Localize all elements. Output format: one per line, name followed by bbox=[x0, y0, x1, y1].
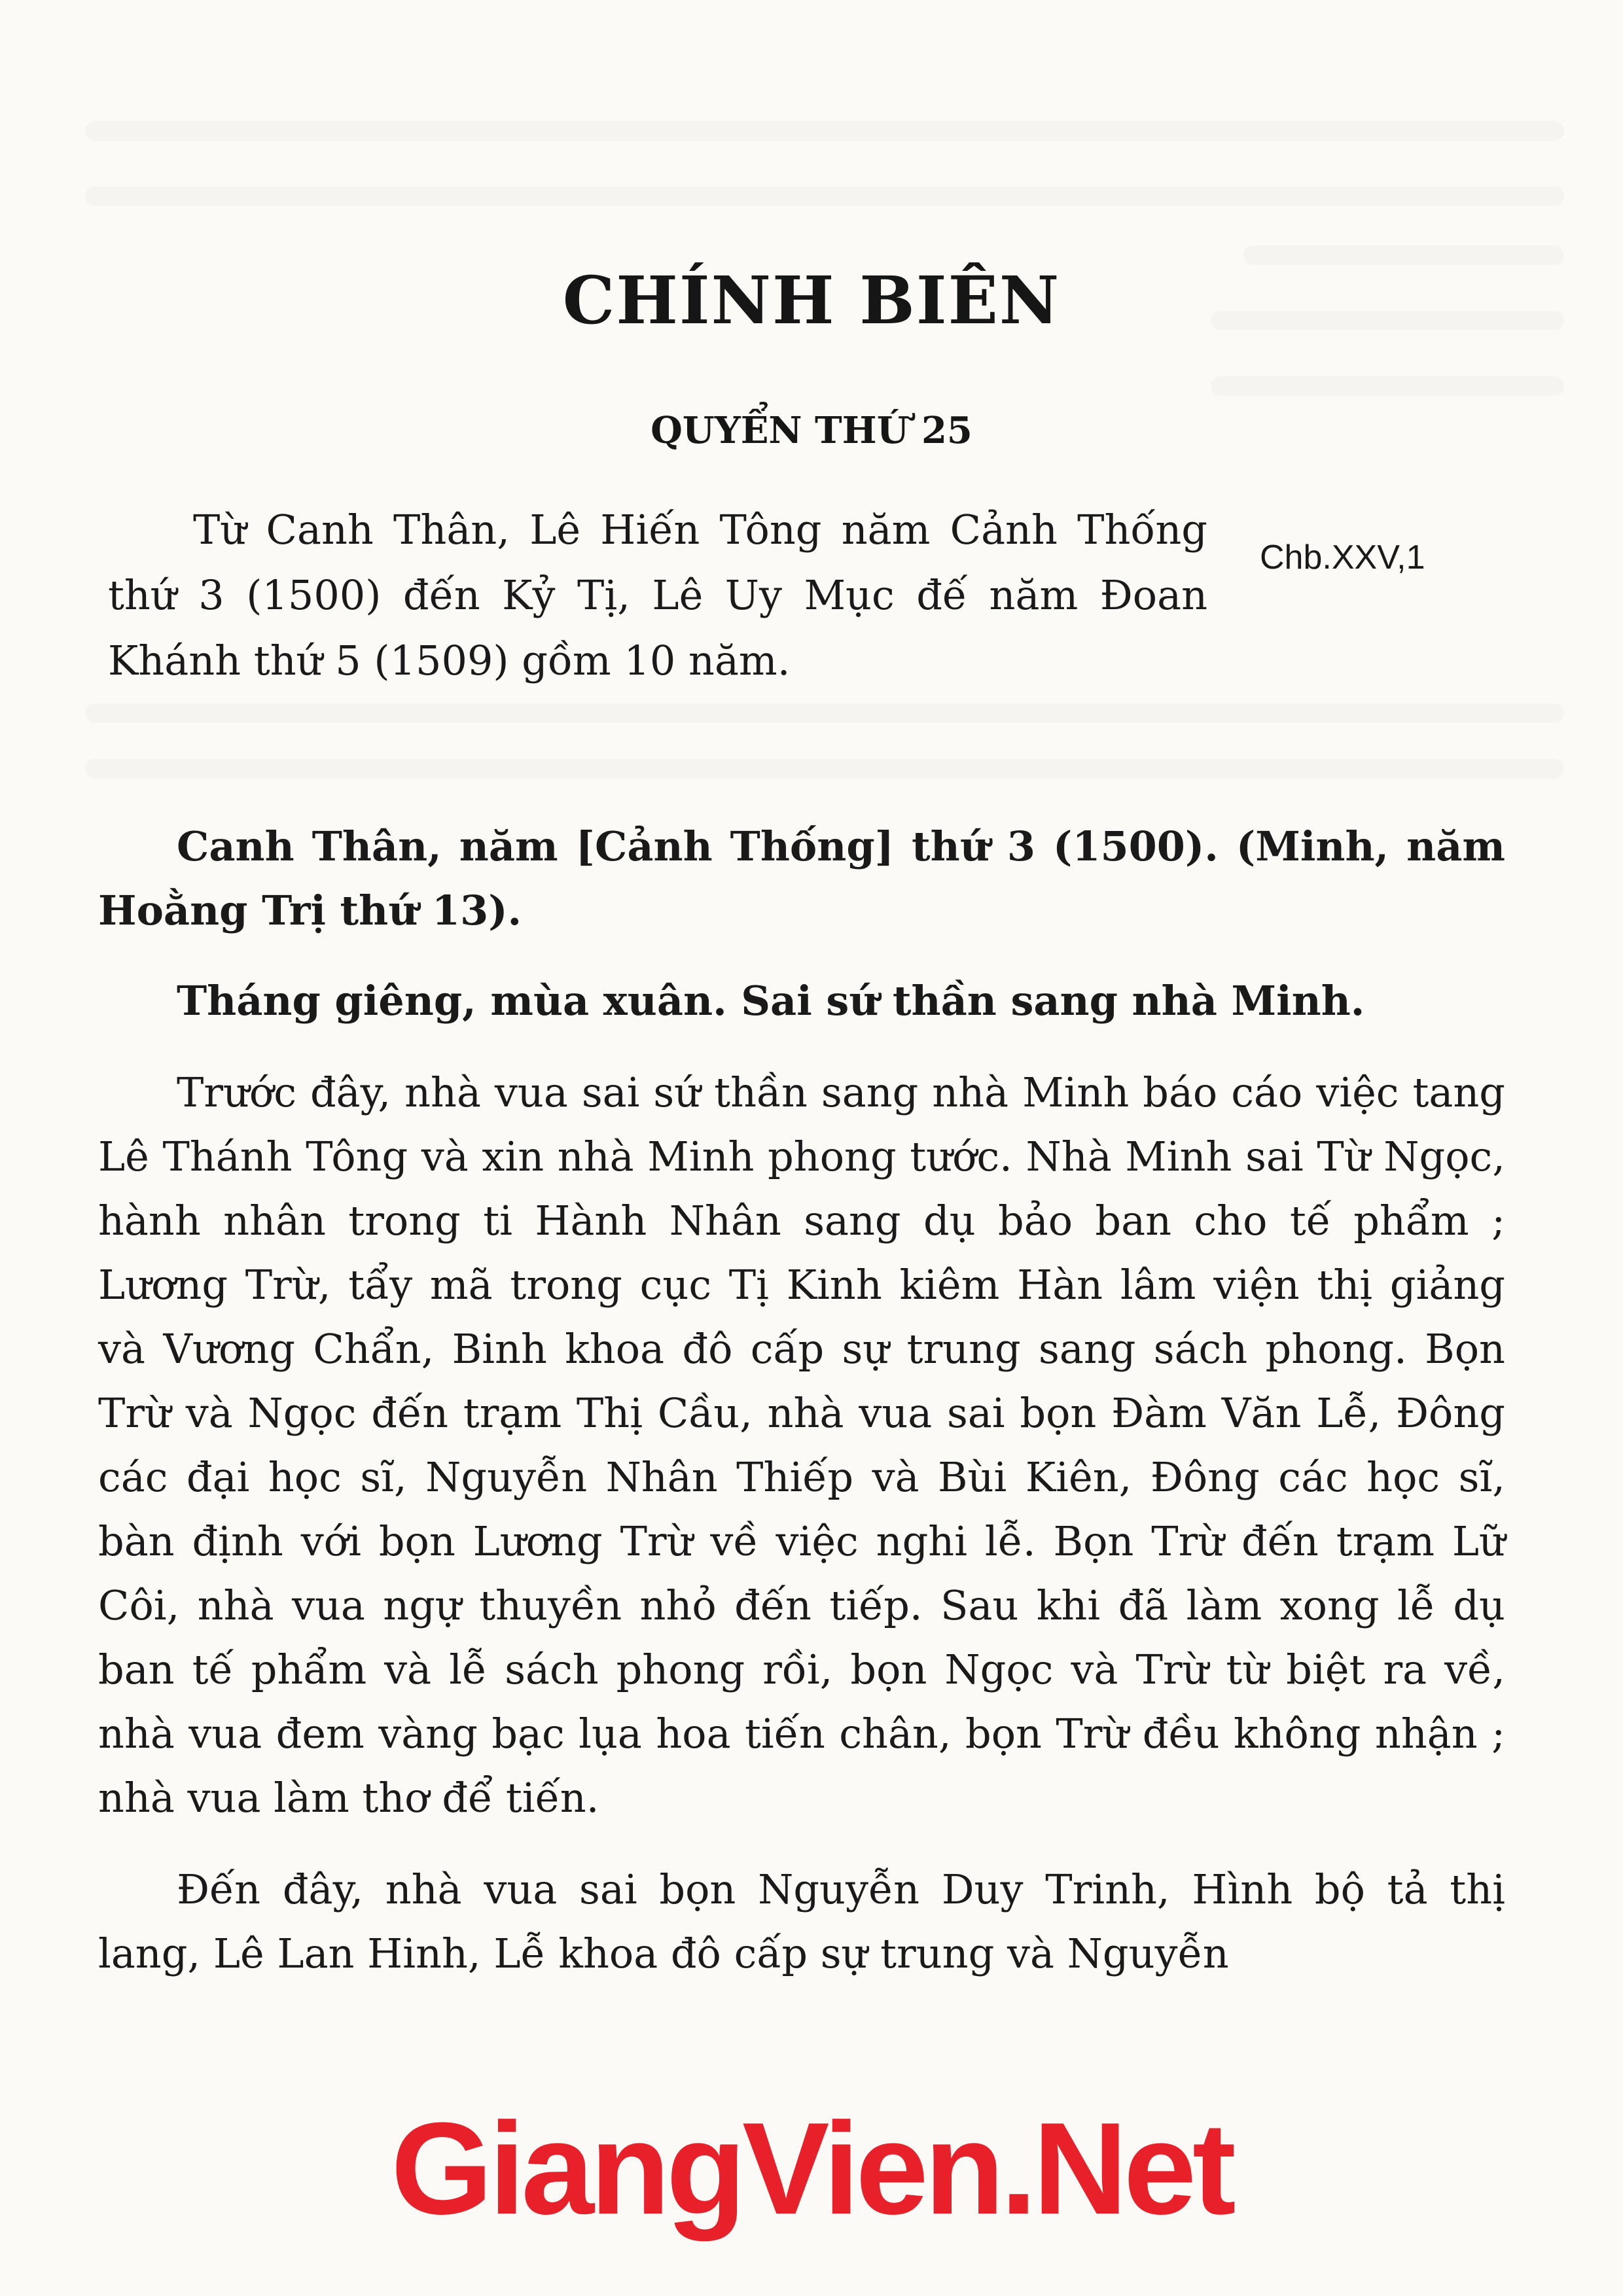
bleed-through-line bbox=[85, 759, 1564, 779]
page-title: CHÍNH BIÊN bbox=[562, 262, 1061, 339]
event-heading: Tháng giêng, mùa xuân. Sai sứ thần sang nhà Minh. bbox=[177, 977, 1365, 1025]
watermark-logo: GiangVien.Net bbox=[391, 2096, 1232, 2242]
chapter-subtitle: QUYỂN THỨ 25 bbox=[651, 409, 972, 452]
margin-reference: Chb.XXV,1 bbox=[1260, 539, 1425, 576]
body-paragraph: Đến đây, nhà vua sai bọn Nguyễn Duy Trinh, Hình bộ tả thị lang, Lê Lan Hinh, Lễ khoa đô cấp sự trung và Nguyễn bbox=[98, 1865, 1505, 1977]
bleed-through-line bbox=[85, 703, 1564, 723]
bleed-through-line bbox=[1211, 376, 1564, 396]
bleed-through-line bbox=[85, 186, 1564, 206]
bleed-through-line bbox=[85, 121, 1564, 141]
chapter-summary: Từ Canh Thân, Lê Hiến Tông năm Cảnh Thống thứ 3 (1500) đến Kỷ Tị, Lê Uy Mục đế năm Đoan Khánh thứ 5 (1509) gồm 10 năm. bbox=[108, 506, 1207, 684]
body-text bbox=[98, 815, 1505, 1986]
year-heading: Canh Thân, năm [Cảnh Thống] thứ 3 (1500). (Minh, năm Hoằng Trị thứ 13). bbox=[98, 822, 1505, 934]
body-paragraph: Trước đây, nhà vua sai sứ thần sang nhà Minh báo cáo việc tang Lê Thánh Tông và xin nhà Minh phong tước. Nhà Minh sai Từ Ngọc, hành nhân trong ti Hành Nhân sang dụ bảo ban cho tế phẩm ; Lương Trừ, tẩy mã trong cục Tị Kinh kiêm Hàn lâm viện thị giảng và Vương Chẩn, Binh khoa đô cấp sự trung sang sách phong. Bọn Trừ và Ngọc đến trạm Thị Cầu, nhà vua sai bọn Đàm Văn Lễ, Đông các đại học sĩ, Nguyễn Nhân Thiếp và Bùi Kiên, Đông các học sĩ, bàn định với bọn Lương Trừ về việc nghi lễ. Bọn Trừ đến trạm Lữ Côi, nhà vua ngự thuyền nhỏ đến tiếp. Sau khi đã làm xong lễ dụ ban tế phẩm và lễ sách phong rồi, bọn Ngọc và Trừ từ biệt ra về, nhà vua đem vàng bạc lụa hoa tiến chân, bọn Trừ đều không nhận ; nhà vua làm thơ để tiến. bbox=[98, 1069, 1505, 1822]
